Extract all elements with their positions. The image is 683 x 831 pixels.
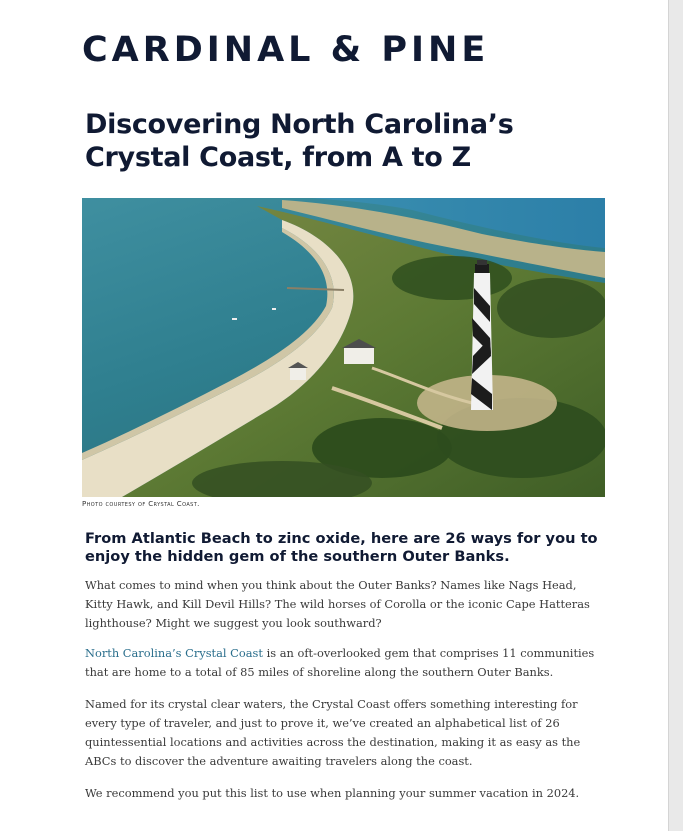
paragraph-intro: What comes to mind when you think about the Outer Banks? Names like Nags Head, Kitty Hawk, and Kill Devil Hills? The wild horses of Corolla or the iconic Cape Hatteras lighthouse? Might we suggest you look southward?: [85, 578, 590, 630]
site-logo[interactable]: CARDINAL & PINE: [82, 30, 490, 70]
paragraph-recommend: We recommend you put this list to use when planning your summer vacation in 2024.: [85, 786, 580, 800]
photo-credit: Photo courtesy of Crystal Coast.: [82, 500, 200, 508]
crystal-coast-link[interactable]: North Carolina’s Crystal Coast: [85, 646, 263, 660]
paragraph-crystal-coast-text: is an oft-overlooked gem that comprises 11 communities that are home to a total of 85 miles of shoreline along the southern Outer Banks.: [85, 646, 595, 679]
hero-photo: [82, 198, 605, 497]
paragraph-crystal-coast: [85, 644, 595, 682]
article-headline: Discovering North Carolina’s Crystal Coast, from A to Z: [85, 109, 514, 173]
paragraph-named-for: Named for its crystal clear waters, the Crystal Coast offers something interesting for every type of traveler, and just to prove it, we’ve created an alphabetical list of 26 quintessential locations and activities across the destination, making it as easy as the ABCs to discover the adventure awaiting travelers along the coast.: [85, 697, 581, 768]
article-subheading: From Atlantic Beach to zinc oxide, here are 26 ways for you to enjoy the hidden gem of the southern Outer Banks.: [85, 530, 598, 565]
